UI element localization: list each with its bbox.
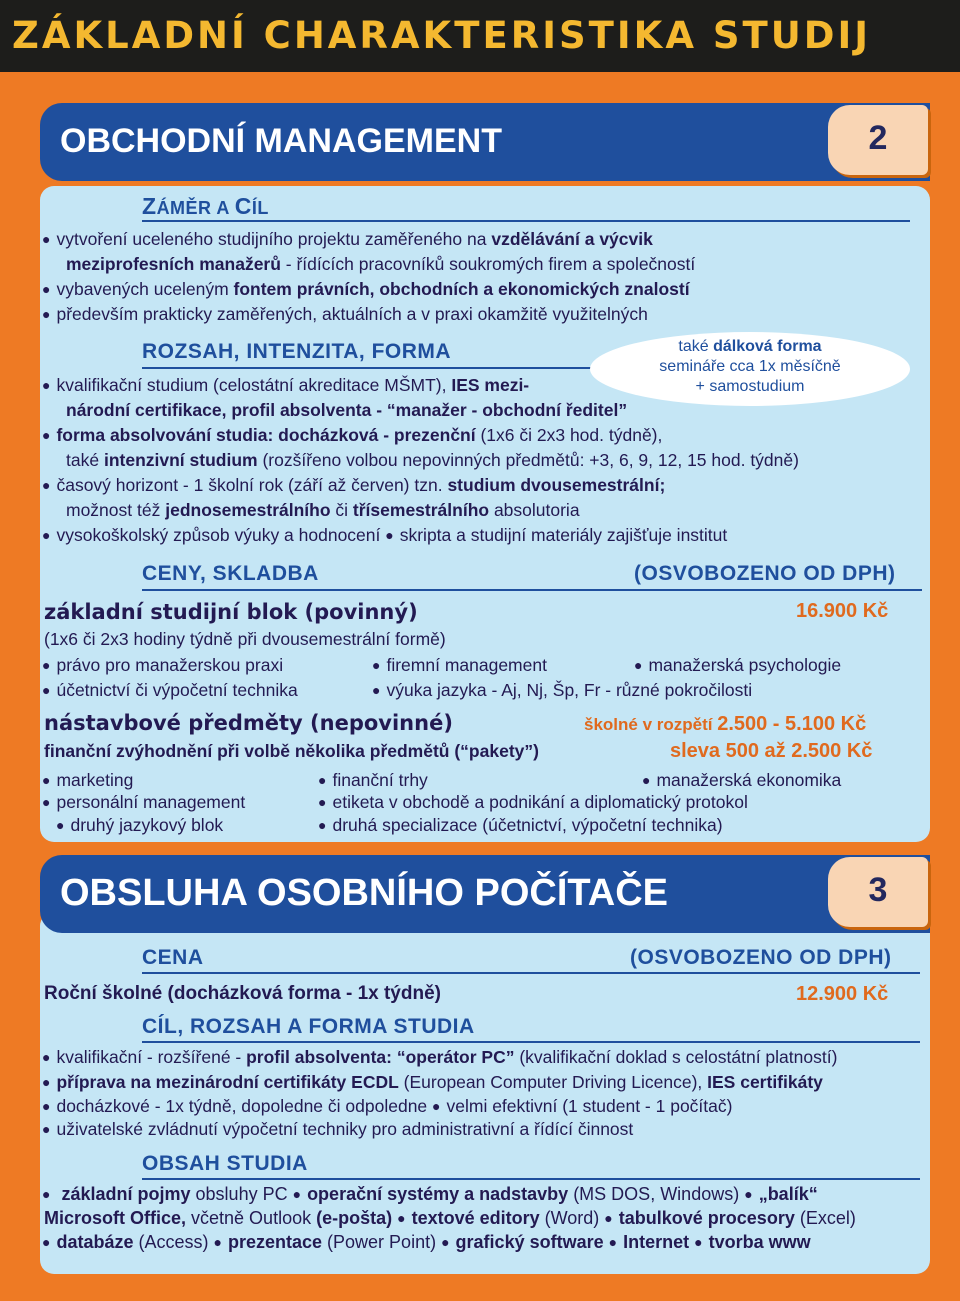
c2-goal-line-3: ● docházkové - 1x týdně, dopoledne či odpoledne ● velmi efektivní (1 student - 1 počítač) [42, 1096, 733, 1116]
annual-fee-label: Roční školné (docházková forma - 1x týdně) [44, 983, 441, 1004]
goal-rule-2 [142, 1041, 920, 1043]
basic-subject: ● firemní management [372, 655, 547, 675]
annual-fee: 12.900 Kč [796, 983, 889, 1005]
optional-subject: ● finanční trhy [318, 770, 428, 790]
page-title: ZÁKLADNÍ CHARAKTERISTIKA STUDIJ [12, 14, 872, 57]
prices-heading: CENY, SKLADBA [142, 562, 319, 585]
optional-subject: ● personální management [42, 792, 246, 812]
basic-subject: ● účetnictví či výpočetní technika [42, 680, 298, 700]
scope-heading: ROZSAH, INTENZITA, FORMA [142, 340, 452, 363]
content-line-2: Microsoft Office, včetně Outlook (e-pošta) ● textové editory (Word) ● tabulkové procesory (Excel) [44, 1208, 856, 1228]
scope-line-3: ● forma absolvování studia: docházková - prezenční (1x6 či 2x3 hod. týdně), [42, 425, 663, 445]
scope-line-6: možnost též jednosemestrálního či třísemestrálního absolutoria [66, 500, 580, 520]
basic-subject: ● právo pro manažerskou praxi [42, 655, 284, 675]
course1-number: 2 [868, 119, 888, 157]
course2-number: 3 [868, 871, 888, 909]
content-rule [142, 1178, 920, 1180]
goal-line-2: meziprofesních manažerů - řídících pracovníků soukromých firem a společností [66, 254, 696, 274]
optional-subject: ● marketing [42, 770, 134, 790]
basic-block-title: základní studijní blok (povinný) [44, 600, 418, 624]
course1-number-tab [828, 105, 928, 175]
course2-banner [40, 855, 930, 933]
scope-line-1: ● kvalifikační studium (celostátní akreditace MŠMT), IES mezi- [42, 375, 530, 395]
course2-title: OBSLUHA OSOBNÍHO POČÍTAČE [60, 872, 669, 914]
oval-line-3: + samostudium [695, 378, 805, 395]
content-heading: OBSAH STUDIA [142, 1152, 308, 1175]
optional-subject: ● manažerská ekonomika [642, 770, 842, 790]
optional-subject: ● druhý jazykový blok [56, 815, 224, 835]
content-line-1: ● základní pojmy obsluhy PC ● operační systémy a nadstavby (MS DOS, Windows) ● „balík“ [42, 1184, 818, 1204]
scope-line-2: národní certifikace, profil absolventa - “manažer - obchodní ředitel” [66, 400, 628, 420]
header-bar [0, 0, 960, 72]
vat-note-2: (OSVOBOZENO OD DPH) [630, 946, 892, 969]
c2-goal-line-1: ● kvalifikační - rozšířené - profil absolventa: “operátor PC” (kvalifikační doklad s celostátní platností) [42, 1047, 838, 1067]
oval-line-2: semináře cca 1x měsíčně [659, 358, 841, 375]
goal-rule [142, 220, 910, 222]
c2-goal-line-2: ● příprava na mezinárodní certifikáty ECDL (European Computer Driving Licence), IES certifikáty [42, 1072, 823, 1092]
prices-rule [142, 589, 922, 591]
basic-subject: ● výuka jazyka - Aj, Nj, Šp, Fr - různé pokročilosti [372, 680, 753, 700]
course1-title: OBCHODNÍ MANAGEMENT [60, 122, 502, 160]
optional-subject: ● etiketa v obchodě a podnikání a diplomatický protokol [318, 792, 748, 812]
goal-heading: ZÁMĚR A CÍL [142, 193, 269, 219]
scope-line-7: ● vysokoškolský způsob výuky a hodnocení ● skripta a studijní materiály zajišťuje institut [42, 525, 728, 545]
course2-number-tab [828, 857, 928, 927]
scope-line-4: také intenzivní studium (rozšířeno volbou nepovinných předmětů: +3, 6, 9, 12, 15 hod. týdně) [66, 450, 799, 470]
optional-price: školné v rozpětí 2.500 - 5.100 Kč [584, 713, 867, 735]
basic-subject: ● manažerská psychologie [634, 655, 842, 675]
optional-block-title: nástavbové předměty (nepovinné) [44, 711, 453, 735]
goal-line-4: ● především prakticky zaměřených, aktuálních a v praxi okamžitě využitelných [42, 304, 648, 324]
distance-learning-oval [590, 332, 910, 406]
scope-line-5: ● časový horizont - 1 školní rok (září až červen) tzn. studium dvousemestrální; [42, 475, 666, 495]
course1-banner [40, 103, 930, 181]
basic-price: 16.900 Kč [796, 600, 889, 622]
package-note: finanční zvýhodnění při volbě několika předmětů (“pakety”) [44, 741, 539, 761]
goal-heading-2: CÍL, ROZSAH A FORMA STUDIA [142, 1015, 475, 1038]
discount: sleva 500 až 2.500 Kč [670, 740, 873, 762]
vat-note-1: (OSVOBOZENO OD DPH) [634, 562, 896, 585]
c2-goal-line-4: ● uživatelské zvládnutí výpočetní techniky pro administrativní a řídící činnost [42, 1119, 634, 1139]
goal-line-3: ● vybavených uceleným fontem právních, obchodních a ekonomických znalostí [42, 279, 690, 299]
oval-line-1: také dálková forma [678, 338, 822, 355]
price-heading-2: CENA [142, 946, 204, 969]
scope-rule [142, 367, 592, 369]
content-line-3: ● databáze (Access) ● prezentace (Power Point) ● grafický software ● Internet ● tvorba www [42, 1232, 811, 1252]
basic-note: (1x6 či 2x3 hodiny týdně při dvousemestrální formě) [44, 629, 446, 649]
price-rule-2 [142, 972, 920, 974]
optional-subject: ● druhá specializace (účetnictví, výpočetní technika) [318, 815, 723, 835]
goal-line-1: ● vytvoření uceleného studijního projektu zaměřeného na vzdělávání a výcvik [42, 229, 653, 249]
